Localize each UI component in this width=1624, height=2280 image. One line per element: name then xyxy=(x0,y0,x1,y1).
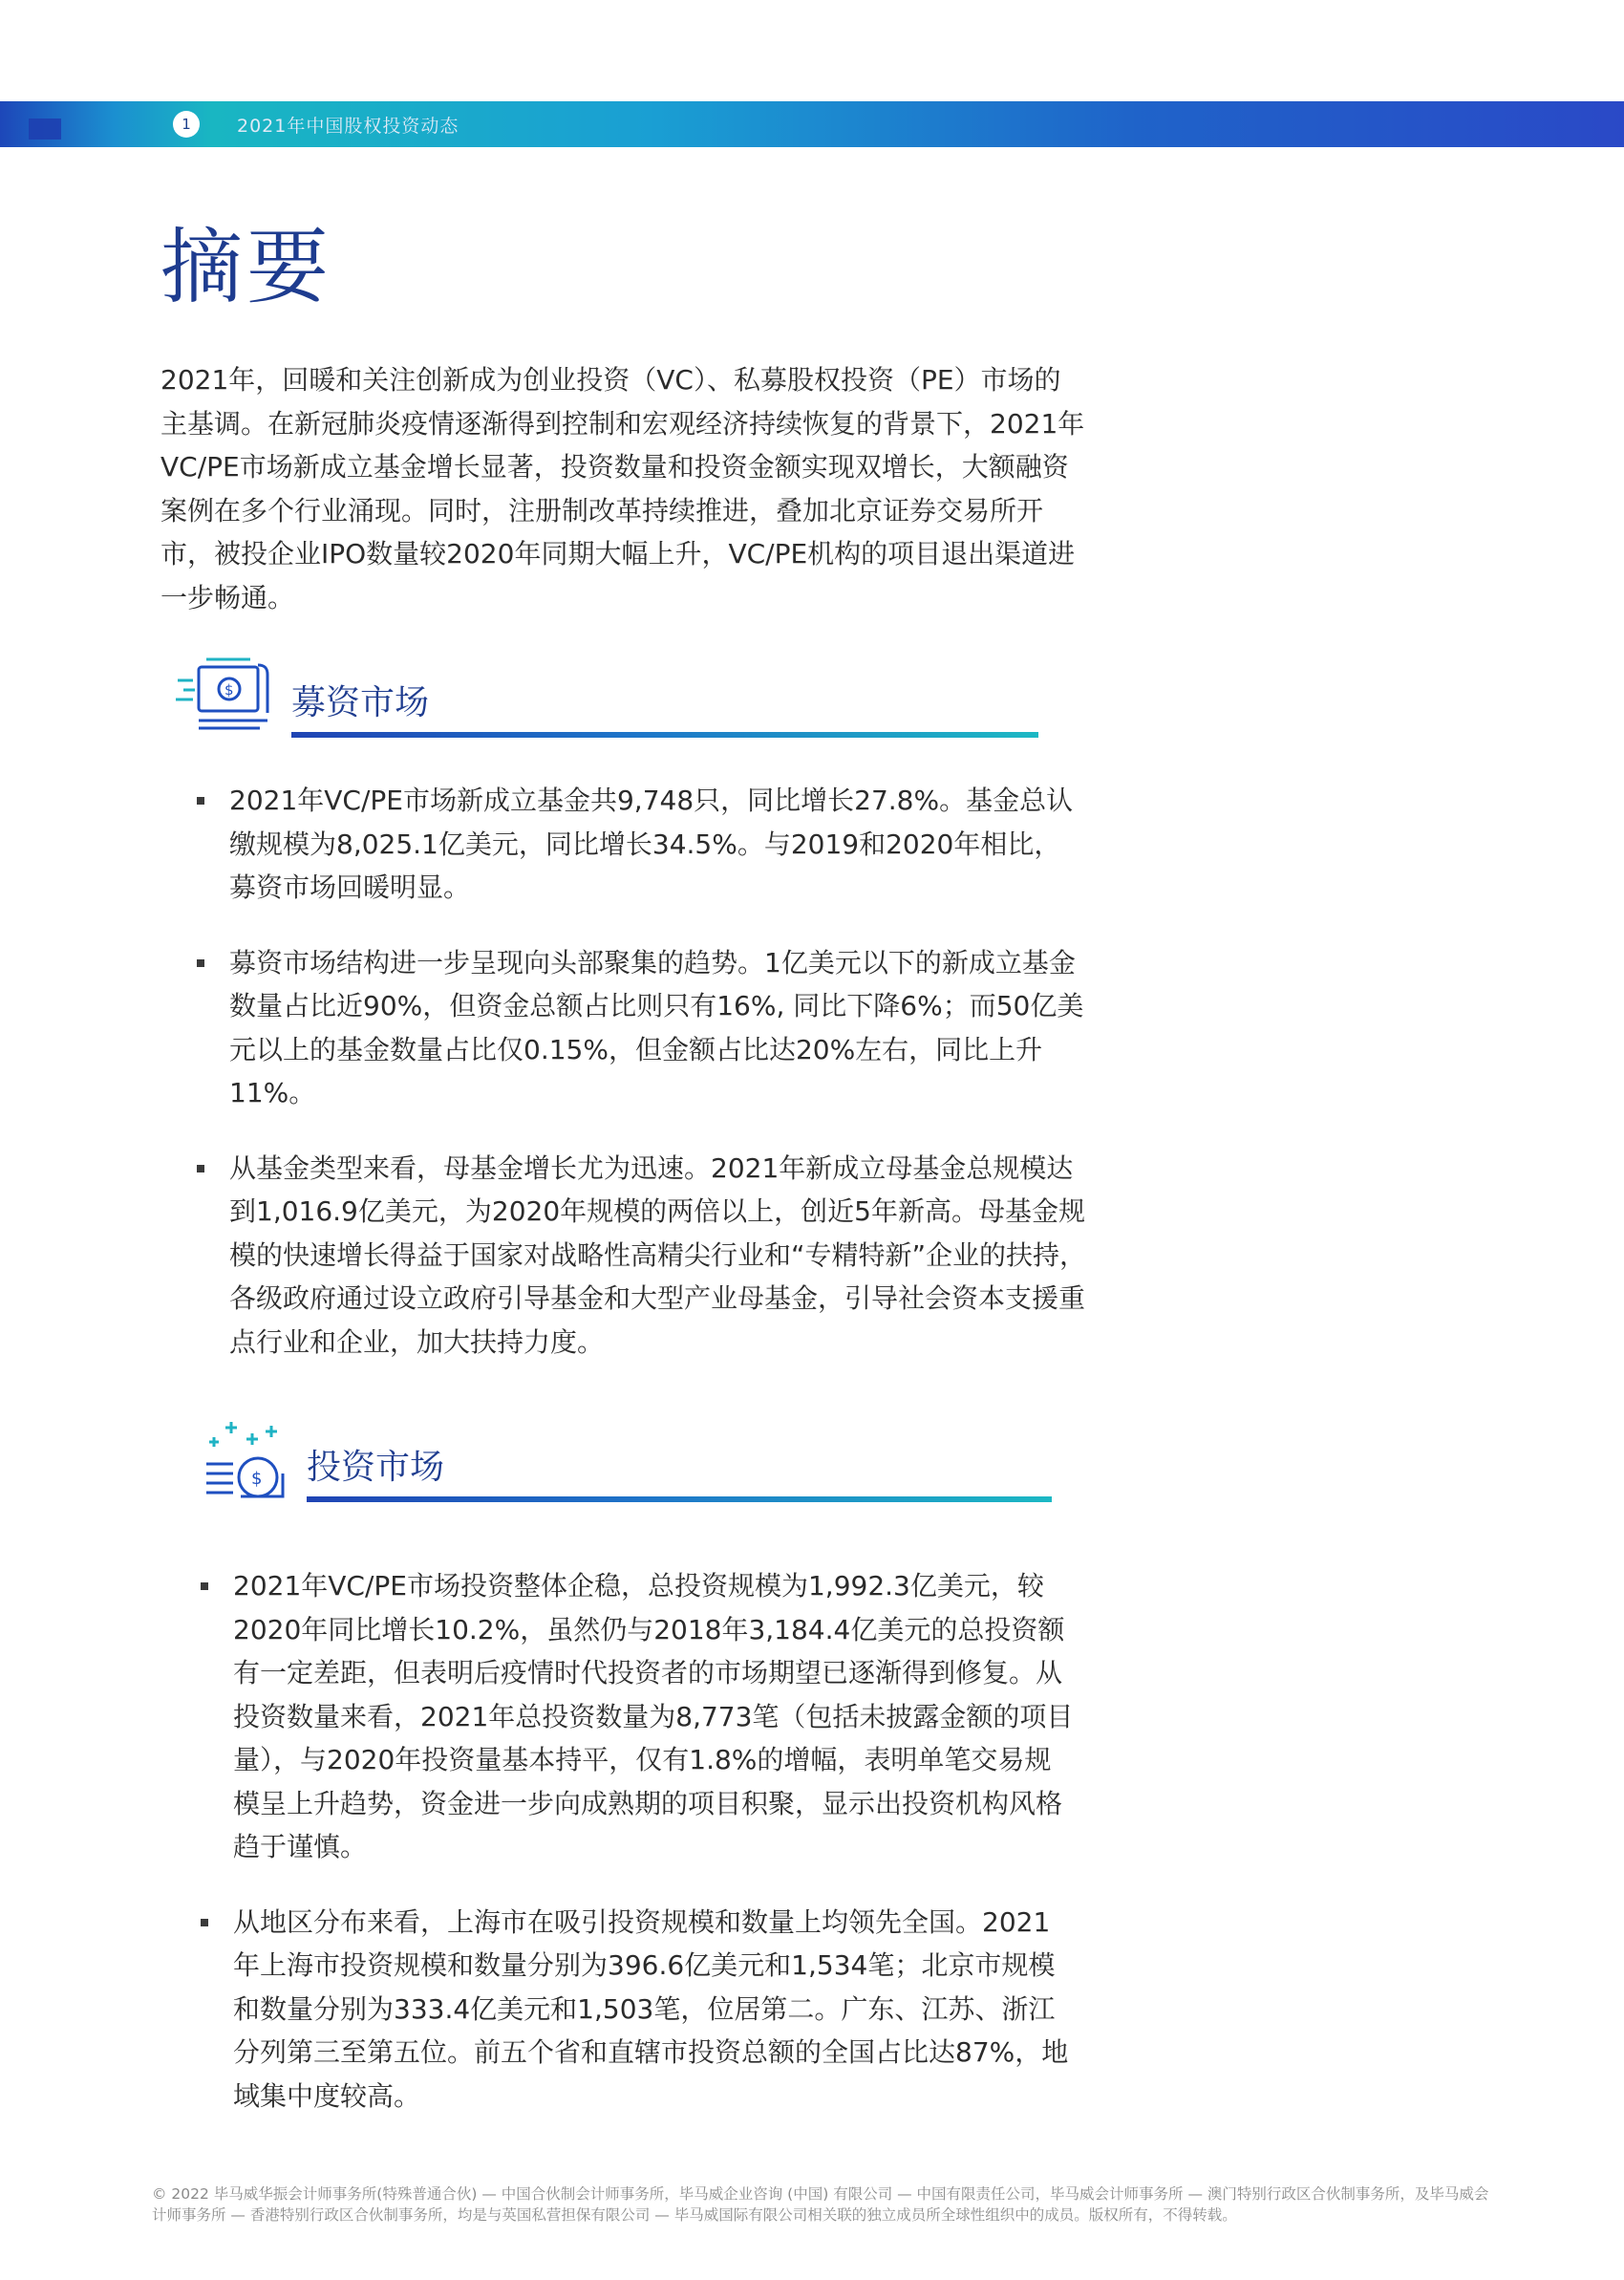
list-item: 募资市场结构进一步呈现向头部聚集的趋势。1亿美元以下的新成立基金数量占比近90%，但资金总额占比则只有16%, 同比下降6%；而50亿美元以上的基金数量占比仅0.15%，但金额占比达20%左右，同比上升11%。 xyxy=(229,941,1087,1115)
intro-paragraph: 2021年，回暖和关注创新成为创业投资（VC）、私募股权投资（PE）市场的主基调。在新冠肺炎疫情逐渐得到控制和宏观经济持续恢复的背景下，2021年VC/PE市场新成立基金增长显著，投资数量和投资金额实现双增长，大额融资案例在多个行业涌现。同时，注册制改革持续推进，叠加北京证券交易所开市，被投企业IPO数量较2020年同期大幅上升，VC/PE机构的项目退出渠道进一步畅通。 xyxy=(160,364,1085,613)
investment-bullets xyxy=(233,1564,1074,2118)
svg-text:$: $ xyxy=(251,1469,263,1489)
page-title: 摘要 xyxy=(160,220,332,315)
section-title-fundraising: 募资市场 xyxy=(291,683,430,722)
footer-copyright: © 2022 毕马威华振会计师事务所(特殊普通合伙) — 中国合伙制会计师事务所，毕马威企业咨询 (中国) 有限公司 — 中国有限责任公司，毕马威会计师事务所 — 澳门特别行政区合伙制事务所，及毕马威会计师事务所 — 香港特别行政区合伙制事务所，均是与英国私营担保有限公司 — 毕马威国际有限公司相关联的独立成员所全球性组织中的成员。版权所有，不得转载。 xyxy=(152,2185,1489,2224)
coins-sparkle-icon xyxy=(203,1420,288,1506)
list-item: 2021年VC/PE市场投资整体企稳，总投资规模为1,992.3亿美元，较2020年同比增长10.2%，虽然仍与2018年3,184.4亿美元的总投资额有一定差距，但表明后疫情时代投资者的市场期望已逐渐得到修复。从投资数量来看，2021年总投资数量为8,773笔（包括未披露金额的项目量），与2020年投资量基本持平，仅有1.8%的增幅，表明单笔交易规模呈上升趋势，资金进一步向成熟期的项目积聚，显示出投资机构风格趋于谨慎。 xyxy=(233,1564,1074,1869)
list-item: 从基金类型来看，母基金增长尤为迅速。2021年新成立母基金总规模达到1,016.9亿美元，为2020年规模的两倍以上，创近5年新高。母基金规模的快速增长得益于国家对战略性高精尖行业和“专精特新”企业的扶持，各级政府通过设立政府引导基金和大型产业母基金，引导社会资本支援重点行业和企业，加大扶持力度。 xyxy=(229,1147,1087,1365)
list-item: 2021年VC/PE市场新成立基金共9,748只，同比增长27.8%。基金总认缴规模为8,025.1亿美元，同比增长34.5%。与2019和2020年相比，募资市场回暖明显。 xyxy=(229,779,1087,910)
page-number: 1 xyxy=(173,111,200,138)
header-title: 2021年中国股权投资动态 xyxy=(237,116,459,137)
list-item: 从地区分布来看，上海市在吸引投资规模和数量上均领先全国。2021年上海市投资规模和数量分别为396.6亿美元和1,534笔；北京市规模和数量分别为333.4亿美元和1,503笔，位居第二。广东、江苏、浙江分列第三至第五位。前五个省和直辖市投资总额的全国占比达87%，地域集中度较高。 xyxy=(233,1901,1074,2119)
section-underline-fundraising xyxy=(291,732,1038,738)
money-bill-icon xyxy=(174,656,275,740)
fundraising-bullets xyxy=(229,779,1087,1364)
section-underline-investment xyxy=(307,1496,1052,1502)
section-title-investment: 投资市场 xyxy=(307,1448,445,1487)
header-stripe xyxy=(29,118,61,140)
svg-text:$: $ xyxy=(224,681,234,699)
